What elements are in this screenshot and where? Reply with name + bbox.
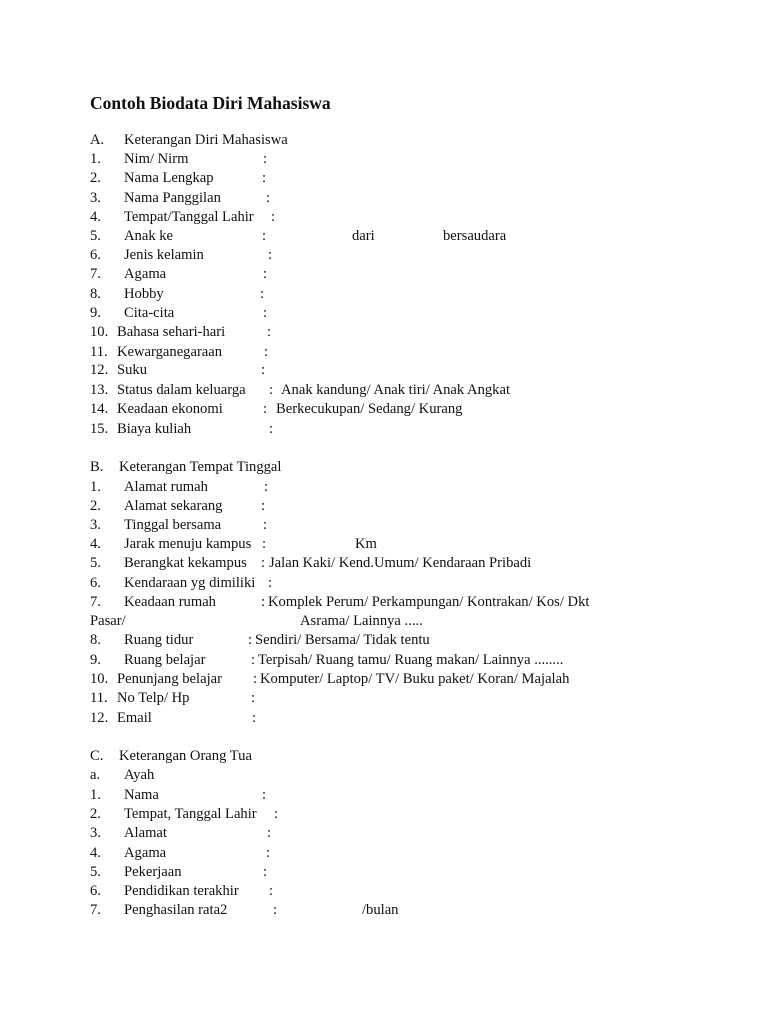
row-number: Pasar/ — [90, 613, 126, 629]
section-heading: Keterangan Tempat Tinggal — [119, 459, 282, 475]
field-separator: : — [269, 382, 274, 398]
row-number: 10. — [90, 324, 109, 340]
row-number: 12. — [90, 710, 109, 726]
section-letter: C. — [90, 748, 104, 764]
field-separator: : — [267, 825, 272, 841]
field-label: Berangkat kekampus — [124, 555, 247, 571]
field-label: Ruang belajar — [124, 652, 206, 668]
row-number: 3. — [90, 825, 101, 841]
field-separator: : — [268, 247, 273, 263]
field-value: /bulan — [362, 902, 399, 918]
row-number: 6. — [90, 247, 101, 263]
field-separator: : — [274, 806, 279, 822]
field-separator: : — [267, 324, 272, 340]
field-value: Komplek Perum/ Perkampungan/ Kontrakan/ Kos/ Dkt — [268, 594, 590, 610]
field-value: Km — [355, 536, 377, 552]
field-separator: : — [261, 555, 266, 571]
row-number: 1. — [90, 151, 101, 167]
field-label: Kendaraan yg dimiliki — [124, 575, 256, 591]
field-label: Cita-cita — [124, 305, 175, 321]
row-number: 3. — [90, 190, 101, 206]
row-number: 4. — [90, 845, 101, 861]
field-label: Tempat/Tanggal Lahir — [124, 209, 254, 225]
row-number: 8. — [90, 632, 101, 648]
field-separator: : — [266, 190, 271, 206]
field-label: Penghasilan rata2 — [124, 902, 228, 918]
field-separator: : — [268, 575, 273, 591]
field-label: Email — [117, 710, 152, 726]
field-label: Kewarganegaraan — [117, 344, 223, 360]
row-number: 9. — [90, 305, 101, 321]
section-letter: A. — [90, 132, 105, 148]
field-separator: : — [262, 170, 267, 186]
field-label: Biaya kuliah — [117, 421, 192, 437]
row-number: 8. — [90, 286, 101, 302]
field-label: Nama Panggilan — [124, 190, 221, 206]
field-label: Ruang tidur — [124, 632, 194, 648]
row-number: a. — [90, 767, 101, 783]
field-label: Keadaan rumah — [124, 594, 216, 610]
field-label: Tempat, Tanggal Lahir — [124, 806, 257, 822]
field-separator: : — [263, 305, 268, 321]
section-heading: Keterangan Orang Tua — [119, 748, 252, 764]
row-number: 10. — [90, 671, 109, 687]
field-separator: : — [251, 690, 256, 706]
section-letter: B. — [90, 459, 104, 475]
field-label: Nim/ Nirm — [124, 151, 189, 167]
row-number: 14. — [90, 401, 109, 417]
row-number: 2. — [90, 806, 101, 822]
field-label: Alamat rumah — [124, 479, 208, 495]
field-label: No Telp/ Hp — [117, 690, 190, 706]
row-number: 1. — [90, 479, 101, 495]
field-value: dari — [352, 228, 375, 244]
field-separator: : — [263, 151, 268, 167]
field-label: Alamat — [124, 825, 167, 841]
row-number: 5. — [90, 864, 101, 880]
field-value: Sendiri/ Bersama/ Tidak tentu — [255, 632, 430, 648]
field-separator: : — [252, 710, 257, 726]
row-number: 5. — [90, 555, 101, 571]
field-separator: : — [261, 594, 266, 610]
field-label: Status dalam keluarga — [117, 382, 246, 398]
row-number: 9. — [90, 652, 101, 668]
row-number: 11. — [90, 344, 108, 360]
field-label: Alamat sekarang — [124, 498, 223, 514]
field-label: Keadaan ekonomi — [117, 401, 223, 417]
row-number: 6. — [90, 575, 101, 591]
row-number: 15. — [90, 421, 109, 437]
field-separator: : — [261, 362, 266, 378]
field-value: Terpisah/ Ruang tamu/ Ruang makan/ Lainnya ........ — [258, 652, 564, 668]
row-number: 5. — [90, 228, 101, 244]
field-value: Asrama/ Lainnya ..... — [300, 613, 423, 629]
field-separator: : — [269, 883, 274, 899]
field-separator: : — [264, 479, 269, 495]
field-label: Tinggal bersama — [124, 517, 222, 533]
field-separator: : — [260, 286, 265, 302]
field-separator: : — [271, 209, 276, 225]
field-label: Nama Lengkap — [124, 170, 214, 186]
row-number: 12. — [90, 362, 109, 378]
field-label: Suku — [117, 362, 148, 378]
field-value: Berkecukupan/ Sedang/ Kurang — [276, 401, 463, 417]
field-label: Nama — [124, 787, 159, 803]
field-label: Jenis kelamin — [124, 247, 204, 263]
row-number: 7. — [90, 594, 101, 610]
field-label: Penunjang belajar — [117, 671, 222, 687]
field-separator: : — [251, 652, 256, 668]
field-label: Bahasa sehari-hari — [117, 324, 226, 340]
field-separator: : — [263, 864, 268, 880]
field-value-suffix: bersaudara — [443, 228, 507, 244]
field-value: Anak kandung/ Anak tiri/ Anak Angkat — [281, 382, 511, 398]
field-label: Agama — [124, 266, 167, 282]
field-separator: : — [248, 632, 253, 648]
field-separator: : — [263, 517, 268, 533]
field-label: Agama — [124, 845, 167, 861]
field-separator: : — [273, 902, 278, 918]
field-label: Anak ke — [124, 228, 174, 244]
field-separator: : — [263, 401, 268, 417]
field-separator: : — [262, 228, 267, 244]
field-separator: : — [269, 421, 274, 437]
field-label: Jarak menuju kampus — [124, 536, 252, 552]
row-number: 1. — [90, 787, 101, 803]
row-number: 13. — [90, 382, 109, 398]
row-number: 7. — [90, 266, 101, 282]
field-separator: : — [261, 498, 266, 514]
field-separator: : — [263, 266, 268, 282]
field-separator: : — [253, 671, 258, 687]
field-label: Ayah — [124, 767, 155, 783]
row-number: 3. — [90, 517, 101, 533]
row-number: 6. — [90, 883, 101, 899]
document-title: Contoh Biodata Diri Mahasiswa — [90, 93, 331, 113]
row-number: 2. — [90, 170, 101, 186]
row-number: 4. — [90, 209, 101, 225]
section-heading: Keterangan Diri Mahasiswa — [124, 132, 288, 148]
field-label: Hobby — [124, 286, 164, 302]
row-number: 11. — [90, 690, 108, 706]
field-value: Komputer/ Laptop/ TV/ Buku paket/ Koran/ Majalah — [260, 671, 570, 687]
field-separator: : — [262, 536, 267, 552]
field-separator: : — [262, 787, 267, 803]
field-label: Pendidikan terakhir — [124, 883, 239, 899]
row-number: 7. — [90, 902, 101, 918]
field-label: Pekerjaan — [124, 864, 182, 880]
field-value: Jalan Kaki/ Kend.Umum/ Kendaraan Pribadi — [269, 555, 532, 571]
row-number: 4. — [90, 536, 101, 552]
field-separator: : — [264, 344, 269, 360]
row-number: 2. — [90, 498, 101, 514]
field-separator: : — [266, 845, 271, 861]
